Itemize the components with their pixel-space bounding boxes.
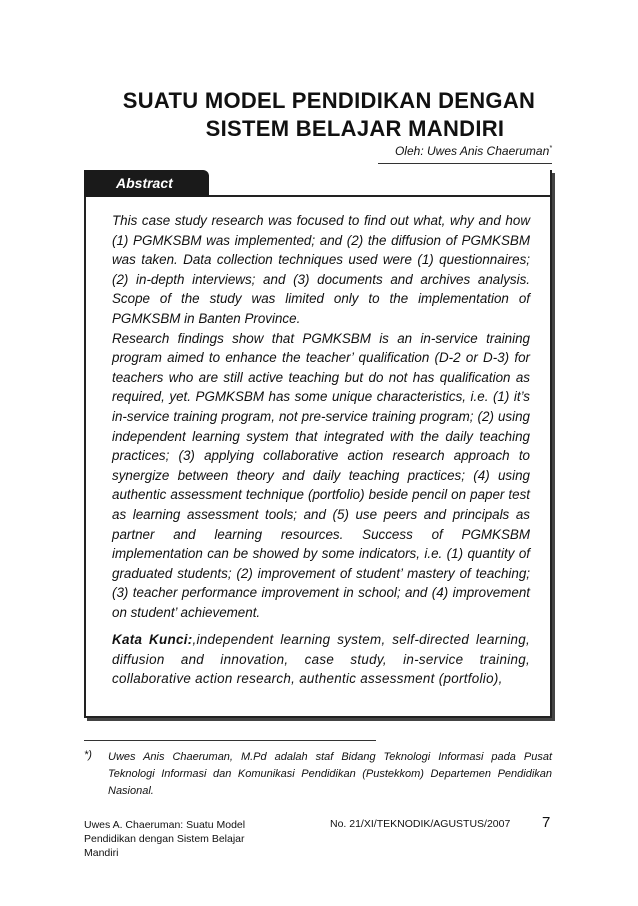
- abstract-heading: Abstract: [84, 170, 209, 197]
- author-byline: [395, 144, 552, 158]
- footer-citation-line-3: Mandiri: [84, 847, 119, 859]
- footer-citation: [84, 818, 284, 860]
- footnote-mark: *): [84, 749, 92, 761]
- footnote-text: Uwes Anis Chaeruman, M.Pd adalah staf Bidang Teknologi Informasi pada Pusat Teknologi Informasi dan Komunikasi Pendidikan (Pustekkom) Departemen Pendidikan Nasional.: [108, 751, 552, 797]
- abstract-paragraph-2: Research findings show that PGMKSBM is an in-service training program aimed to enhance the teacher’ qualification (D-2 or D-3) for teachers who are still active teaching but do not has qualification as required, yet. PGMKSBM has some unique characteristics, i.e. (1) it’s in-service training program, not pre-service training program; (2) using independent learning system that integrated with the daily teaching practices; (3) applying collaborative action research approach to synergize between theory and daily teaching practices; (4) using authentic assessment technique (portfolio) beside pencil on paper test as learning assessment tools; and (5) use peers and principals as partner and learning resources. Success of PGMKSBM implementation can be showed by some indicators, i.e. (1) quantity of graduated students; (2) improvement of student’ mastery of teaching; (3) teacher performance improvement in school; and (4) improvement on student’ achievement.: [112, 330, 530, 620]
- footer-issue: No. 21/XI/TEKNODIK/AGUSTUS/2007: [330, 818, 511, 830]
- footer-citation-line-1: Uwes A. Chaeruman: Suatu Model: [84, 819, 246, 831]
- title-line-1: SUATU MODEL PENDIDIKAN DENGAN: [122, 88, 536, 113]
- title-line-2: SISTEM BELAJAR MANDIRI: [205, 116, 505, 141]
- abstract-header: [84, 170, 552, 197]
- author-name: Oleh: Uwes Anis Chaeruman: [394, 144, 550, 158]
- abstract-body: [112, 211, 530, 622]
- keywords-label: Kata Kunci:: [112, 632, 193, 647]
- keywords-text: ,independent learning system, self-directed learning, diffusion and innovation, case study, in-service training, collaborative action research, authentic assessment (portfolio),: [112, 632, 531, 687]
- page-number: 7: [542, 814, 551, 831]
- abstract-paragraph-1: This case study research was focused to find out what, why and how (1) PGMKSBM was implemented; and (2) the diffusion of PGMKSBM was taken. Data collection techniques used were (1) questionnaires; (2) in-depth interviews; and (3) documents and archives analysis. Scope of the study was limited only to the implementation of PGMKSBM in Banten Province.: [112, 213, 530, 326]
- footnote-rule: [84, 740, 376, 741]
- author-footnote-mark: *: [549, 145, 552, 152]
- author-rule: [378, 163, 552, 164]
- keywords: [112, 630, 530, 689]
- footer-citation-line-2: Pendidikan dengan Sistem Belajar: [84, 833, 245, 845]
